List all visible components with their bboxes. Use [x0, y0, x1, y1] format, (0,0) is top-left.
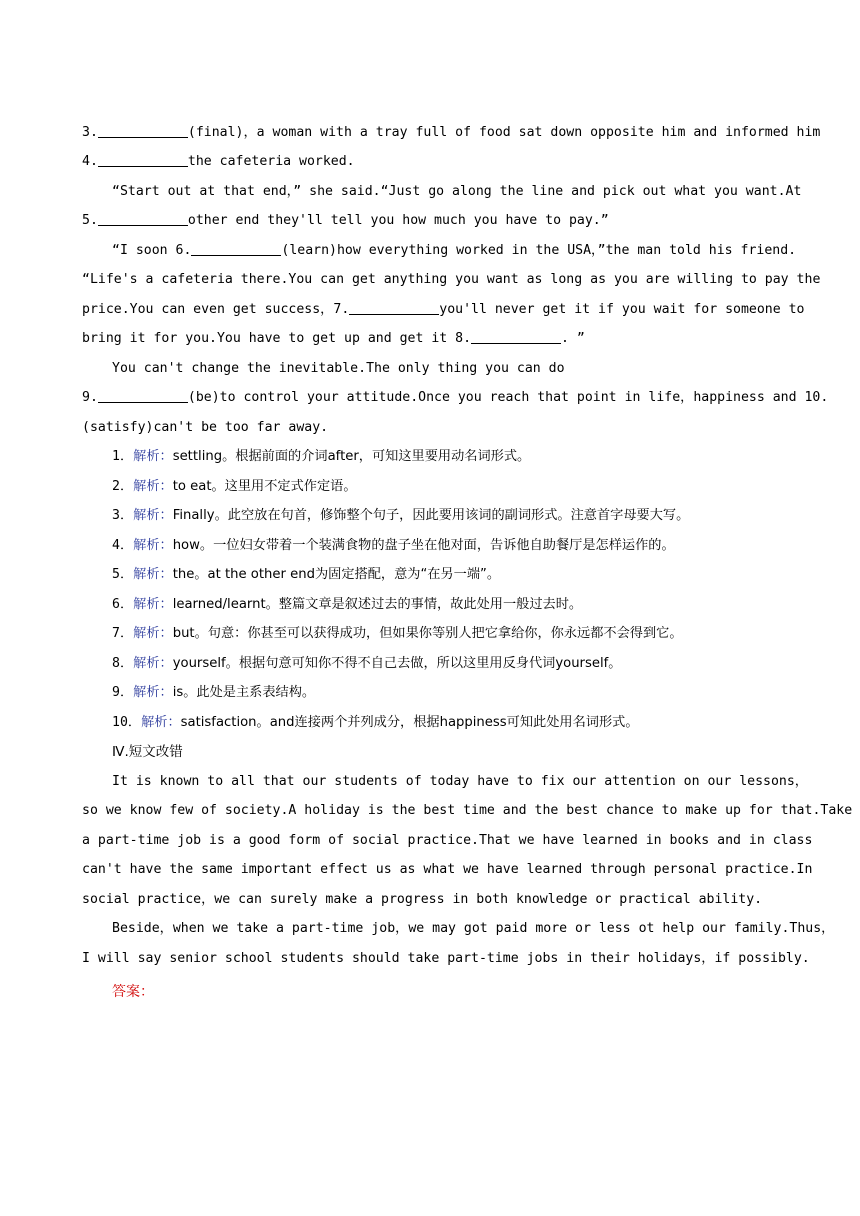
paragraph-line: can't have the same important effect us as what we have learned through personal practice.In	[82, 862, 813, 877]
paragraph-line: so we know few of society.A holiday is the best time and the best chance to make up for that.Take	[82, 803, 853, 818]
blank-4	[98, 152, 188, 167]
paragraph-line: It is known to all that our students of today have to fix our attention on our lessons，	[112, 774, 808, 789]
passage-line-11: (satisfy)can't be too far away.	[82, 420, 329, 435]
answer-label: 答案：	[112, 984, 154, 1000]
passage-line-4: 5. other end they'll tell you how much you have to pay.”	[82, 213, 609, 228]
answer-item: 6．解析：learned/learnt。整篇文章是叙述过去的事情，故此处用一般过去时。	[112, 597, 583, 612]
passage-line-7: price.You can even get success，7. you'll never get it if you wait for someone to	[82, 302, 805, 317]
passage-line-3: “Start out at that end，” she said.“Just go along the line and pick out what you want.At	[112, 184, 802, 199]
answer-item: 3．解析：Finally。此空放在句首，修饰整个句子，因此要用该词的副词形式。注意首字母要大写。	[112, 508, 690, 523]
passage-line-9: You can't change the inevitable.The only thing you can do	[112, 361, 565, 376]
answer-item: 10．解析：satisfaction。and连接两个并列成分，根据happiness可知此处用名词形式。	[112, 715, 639, 730]
passage-line-8: bring it for you.You have to get up and get it 8. . ”	[82, 331, 585, 346]
answer-item: 1．解析：settling。根据前面的介词after，可知这里要用动名词形式。	[112, 449, 531, 464]
answer-item: 5．解析：the。at the other end为固定搭配，意为“在另一端”。	[112, 567, 501, 582]
blank-5	[98, 211, 188, 226]
answer-item: 4．解析：how。一位妇女带着一个装满食物的盘子坐在他对面，告诉他自助餐厅是怎样运作的。	[112, 538, 675, 553]
blank-9	[98, 388, 188, 403]
answer-item: 9．解析：is。此处是主系表结构。	[112, 685, 316, 700]
paragraph-line: a part-time job is a good form of social practice.That we have learned in books and in class	[82, 833, 813, 848]
paragraph-line: social practice，we can surely make a progress in both knowledge or practical ability.	[82, 892, 763, 907]
passage-line-10: 9. (be)to control your attitude.Once you reach that point in life，happiness and 10.	[82, 390, 829, 405]
answer-item: 7．解析：but。句意：你甚至可以获得成功，但如果你等别人把它拿给你，你永远都不会得到它。	[112, 626, 683, 641]
blank-6	[191, 241, 281, 256]
answer-item: 2．解析：to eat。这里用不定式作定语。	[112, 479, 357, 494]
passage-line-2: 4. the cafeteria worked.	[82, 154, 355, 169]
answer-item: 8．解析：yourself。根据句意可知你不得不自己去做，所以这里用反身代词yourself。	[112, 656, 622, 671]
blank-8	[471, 329, 561, 344]
paragraph-line: Beside，when we take a part-time job，we may got paid more or less ot help our family.Thus，	[112, 921, 835, 936]
blank-3	[98, 123, 188, 138]
paragraph-line: I will say senior school students should take part-time jobs in their holidays，if possibly.	[82, 951, 810, 966]
passage-line-1: 3. (final)，a woman with a tray full of food sat down opposite him and informed him	[82, 125, 821, 140]
section-heading: Ⅳ.短文改错	[112, 744, 183, 760]
passage-line-6: “Life's a cafeteria there.You can get anything you want as long as you are willing to pay the	[82, 272, 821, 287]
passage-line-5: “I soon 6. (learn)how everything worked in the USA，”the man told his friend.	[112, 243, 797, 258]
blank-7	[349, 300, 439, 315]
